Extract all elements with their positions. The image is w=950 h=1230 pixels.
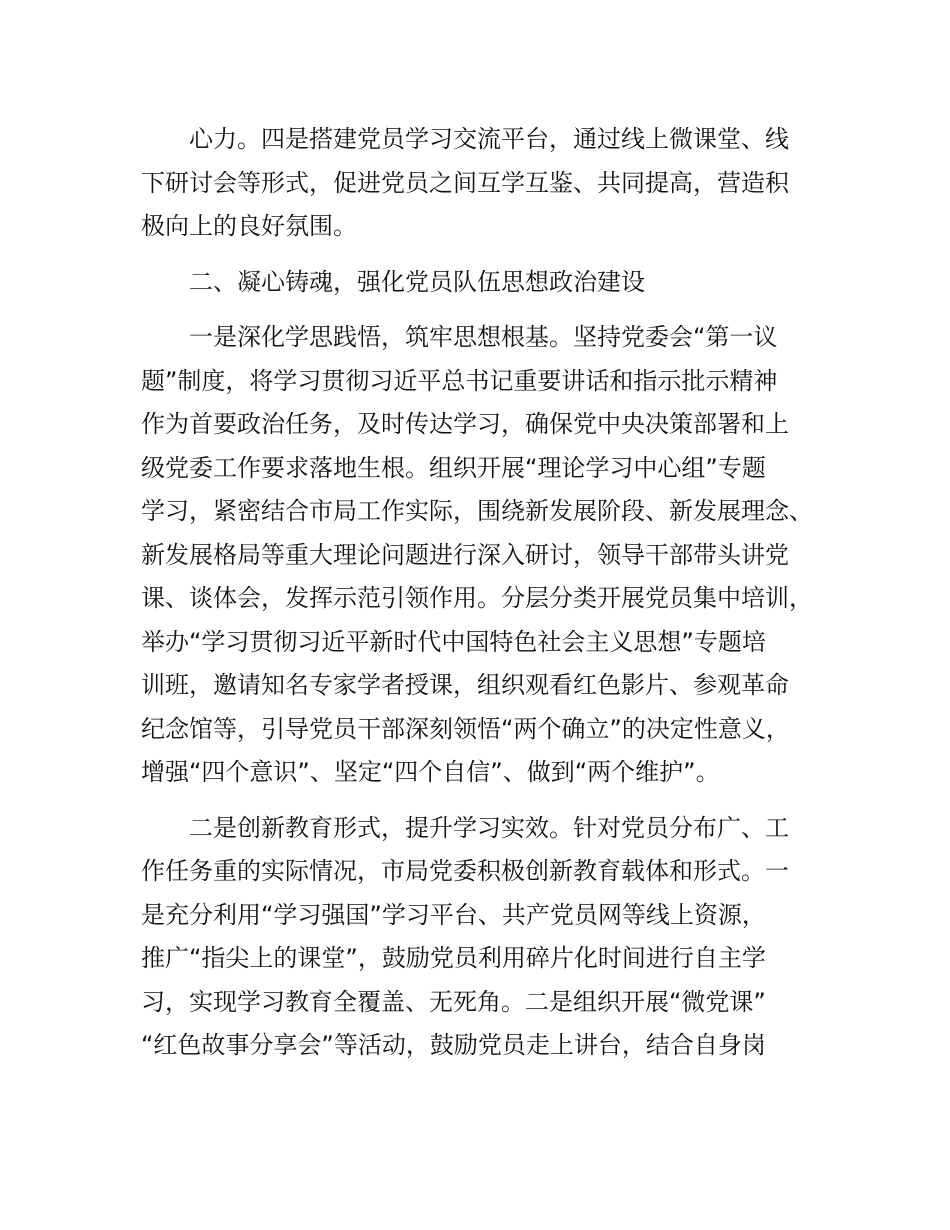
text-line: 纪念馆等，引导党员干部深刻领悟“两个确立”的决定性意义，: [141, 714, 790, 743]
text-line: 一是深化学思践悟，筑牢思想根基。坚持党委会“第一议: [189, 323, 778, 351]
text-line: 作为首要政治任务，及时传达学习，确保党中央决策部署和上: [141, 410, 789, 438]
text-line: “红色故事分享会”等活动，鼓励党员走上讲台，结合自身岗: [141, 1031, 766, 1059]
text-line: 训班，邀请知名专家学者授课，组织观看红色影片、参观革命: [141, 671, 789, 699]
text-line: 作任务重的实际情况，市局党委积极创新教育载体和形式。一: [141, 857, 789, 885]
text-line: 级党委工作要求落地生根。组织开展“理论学习中心组”专题: [141, 453, 766, 482]
text-line: 学习，紧密结合市局工作实际，围绕新发展阶段、新发展理念、: [141, 497, 813, 525]
text-line: 心力。四是搭建党员学习交流平台，通过线上微课堂、线: [189, 125, 789, 153]
text-line: 极向上的良好氛围。: [141, 212, 357, 240]
text-line: 举办“学习贯彻习近平新时代中国特色社会主义思想”专题培: [141, 627, 766, 656]
text-line: 推广“指尖上的课堂”，鼓励党员利用碎片化时间进行自主学: [141, 944, 766, 972]
paragraph-innovation: [141, 807, 841, 1068]
text-line: 增强“四个意识”、坚定“四个自信”、做到“两个维护”。: [141, 758, 720, 786]
section-heading: [141, 261, 841, 305]
text-line: 二是创新教育形式，提升学习实效。针对党员分布广、工: [189, 813, 789, 842]
paragraph-study-practice: [141, 316, 841, 795]
text-line: 新发展格局等重大理论问题进行深入研讨，领导干部带头讲党: [141, 540, 789, 569]
text-line: 题”制度，将学习贯彻习近平总书记重要讲话和指示批示精神: [141, 366, 778, 395]
heading-text: 二、凝心铸魂，强化党员队伍思想政治建设: [189, 267, 645, 296]
text-line: 是充分利用“学习强国”学习平台、共产党员网等线上资源，: [141, 900, 766, 929]
paragraph-continuation: [141, 118, 841, 249]
document-body: [141, 118, 841, 1080]
text-line: 下研讨会等形式，促进党员之间互学互鉴、共同提高，营造积: [141, 168, 789, 197]
text-line: 习，实现学习教育全覆盖、无死角。二是组织开展“微党课”: [141, 987, 766, 1016]
text-line: 课、谈体会，发挥示范引领作用。分层分类开展党员集中培训，: [141, 584, 813, 612]
